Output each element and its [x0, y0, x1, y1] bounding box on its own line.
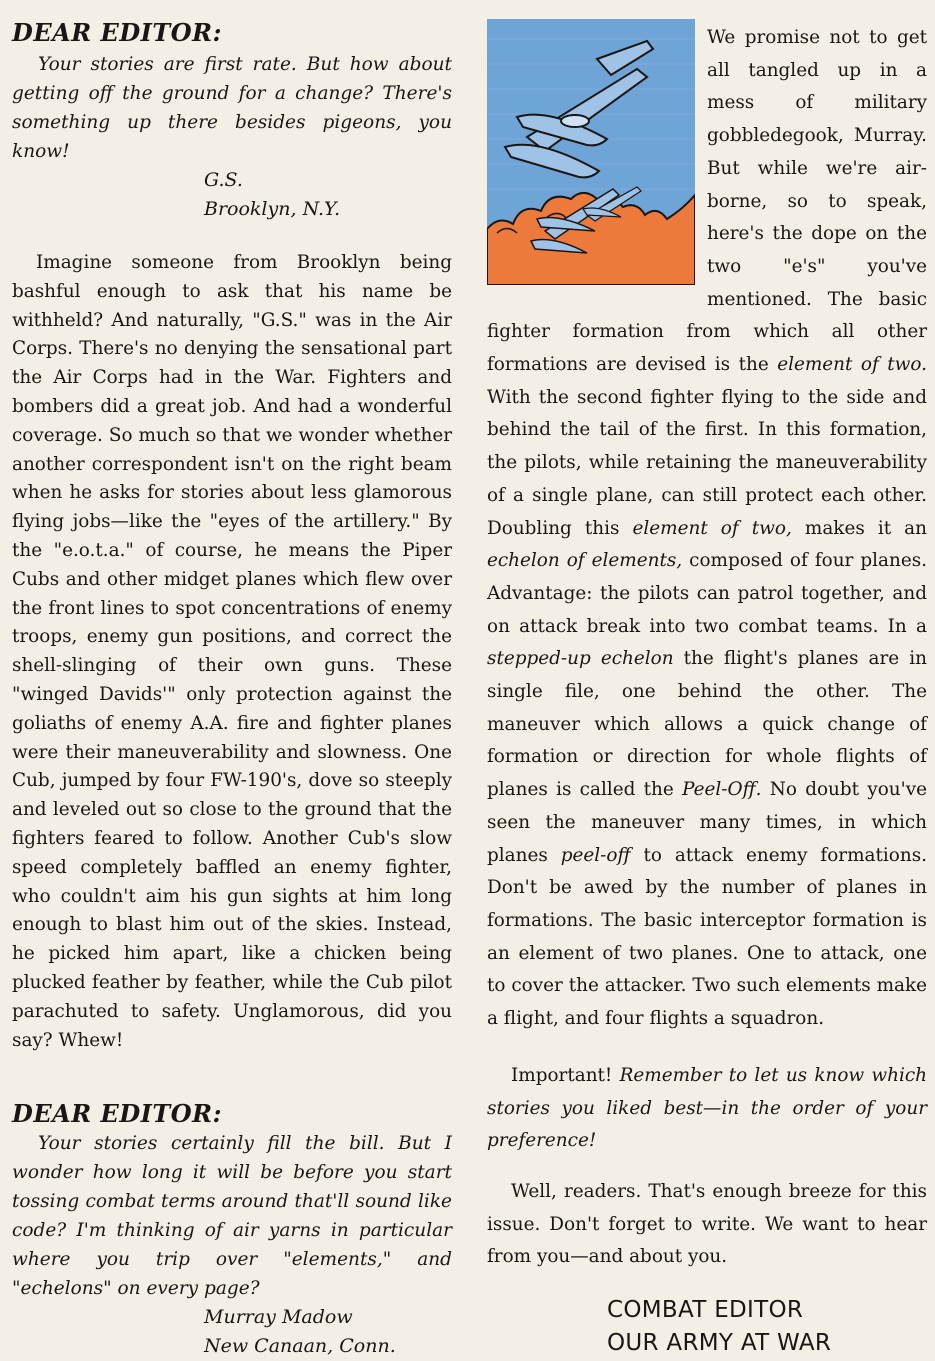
reply2-emphasis4: stepped-up echelon — [487, 648, 674, 670]
letter2-heading: DEAR EDITOR: — [12, 1099, 222, 1129]
reply2-emphasis2: element of two, — [632, 517, 792, 539]
reply2-emphasis5: Peel-Off. — [682, 779, 762, 801]
reply2-part1: We promise not to get all tangled up in a mess of military gobbledegook, Murray. But while we're air-borne, so to speak, here's the dope on the two "e's" you've mentioned. The basic fighter formation from which all other formations are devised is the — [487, 27, 927, 376]
important-note — [487, 1060, 927, 1158]
closing-text: Well, readers. That's enough breeze for this issue. Don't forget to write. We want to hear from you—and about you. — [487, 1180, 927, 1268]
letter2-name: Murray Madow — [204, 1306, 353, 1329]
reply2-part2: With the second fighter flying to the side and behind the tail of the first. In this formation, the pilots, while retaining the maneuverability of a single plane, can still protect each other. Doubling this — [487, 386, 927, 539]
signature-line2: OUR ARMY AT WAR — [607, 1330, 832, 1357]
reply2-emphasis6: peel-off — [560, 844, 631, 866]
right-column — [487, 0, 927, 1360]
reply2-part7: to attack enemy formations. Don't be awed by the number of planes in formations. The basic interceptor formation is an element of two planes. One to attack, one to cover the attacker. Two such elements make a flight, and four flights a squadron. — [487, 844, 927, 1030]
letter2-body: Your stories certainly fill the bill. But I wonder how long it will be before you start tossing combat terms around that'll sound like code? I'm thinking of air yarns in particular where you trip over "elements," and "echelons" on every page? — [12, 1133, 452, 1300]
reply2-emphasis3: echelon of elements, — [487, 550, 683, 572]
fighter-planes-illustration — [487, 19, 695, 285]
letter2-location: New Canaan, Conn. — [204, 1335, 396, 1358]
letter1-initials: G.S. — [204, 169, 243, 191]
reply2-part6: No doubt you've seen the maneuver many times, in which planes — [487, 779, 927, 866]
left-column — [12, 0, 452, 1361]
important-text: Remember to let us know which stories you liked best—in the order of your preference! — [487, 1064, 927, 1152]
letter1-location: Brooklyn, N.Y. — [204, 198, 341, 220]
reply2-part5: the flight's planes are in single file, one behind the other. The maneuver which allows a quick change of formation or direction for whole flights of planes is called the — [487, 648, 927, 801]
reply2-emphasis1: element of two. — [777, 354, 927, 376]
letter1-body: Your stories are first rate. But how about getting off the ground for a change? There's something up there besides pigeons, you know! — [12, 54, 452, 162]
reply1-text: Imagine someone from Brooklyn being bashful enough to ask that his name be withheld? And naturally, "G.S." was in the Air Corps. There's no denying the sensational part the Air Corps had in the War. Fighters and bombers did a great job. And had a wonderful coverage. So much so that we wonder whether another correspondent isn't on the right beam when he asks for stories about less glamorous flying jobs—like the "eyes of the artillery." By the "e.o.t.a." of course, he means the Piper Cubs and other midget planes which flew over the front lines to spot concentrations of enemy troops, enemy gun positions, and correct the shell-slinging of their own guns. These "winged Davids'" only protection against the goliaths of enemy A.A. fire and fighter planes were their maneuverability and slowness. One Cub, jumped by four FW-190's, dove so steeply and leveled out so close to the ground that the fighters feared to follow. Another Cub's slow speed completely baffled an enemy fighter, who couldn't aim his gun sights at him long enough to blast him out of the skies. Instead, he picked him apart, like a chicken being plucked feather by feather, while the Cub pilot parachuted to safety. Unglamorous, did you say? Whew! — [12, 252, 452, 1051]
letter1-heading: DEAR EDITOR: — [12, 18, 222, 47]
important-lead: Important! — [511, 1064, 613, 1086]
reply2-part3: makes it an — [804, 517, 927, 539]
reply2-part4: composed of four planes. Advantage: the pilots can patrol together, and on attack break into two combat teams. In a — [487, 550, 927, 637]
signature-line1: COMBAT EDITOR — [607, 1297, 804, 1324]
